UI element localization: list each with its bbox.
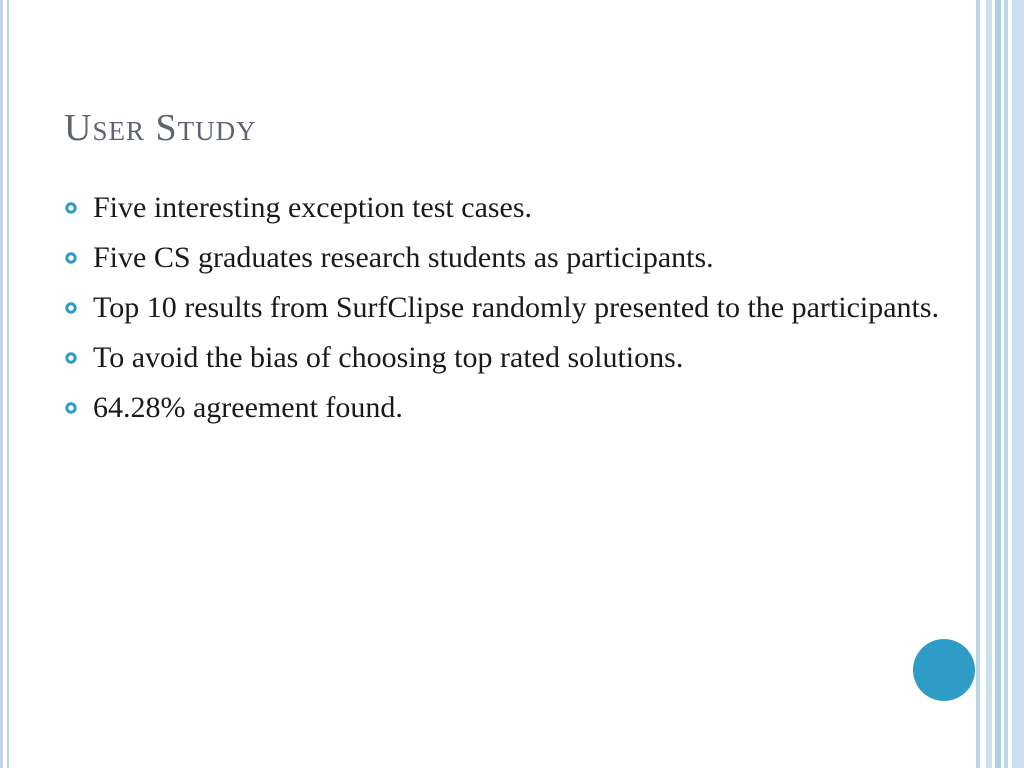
bullet-item [60,338,940,378]
right-border-stripe [995,0,1001,768]
bullet-text: To avoid the bias of choosing top rated solutions. [93,341,684,374]
left-border-line-inner [7,0,9,768]
ring-bullet-icon [65,352,77,364]
ring-bullet-icon [65,302,77,314]
slide-title: User Study [64,107,257,149]
ring-bullet-icon [65,252,77,264]
right-border-stripe [1012,0,1024,768]
bullet-text: Five interesting exception test cases. [93,191,533,224]
right-border-stripe [986,0,992,768]
bullet-text: Five CS graduates research students as participants. [93,241,714,274]
bullet-text: Top 10 results from SurfClipse randomly presented to the participants. [93,291,940,324]
right-border-stripe [976,0,980,768]
bullet-text: 64.28% agreement found. [93,391,403,424]
ring-bullet-icon [65,202,77,214]
decorative-circle [913,639,975,701]
bullet-item [60,188,940,228]
right-border-stripe [1004,0,1008,768]
left-border-line [0,0,3,768]
bullet-item [60,388,940,428]
bullet-list [60,188,940,438]
bullet-item [60,238,940,278]
bullet-item [60,288,940,328]
ring-bullet-icon [65,402,77,414]
